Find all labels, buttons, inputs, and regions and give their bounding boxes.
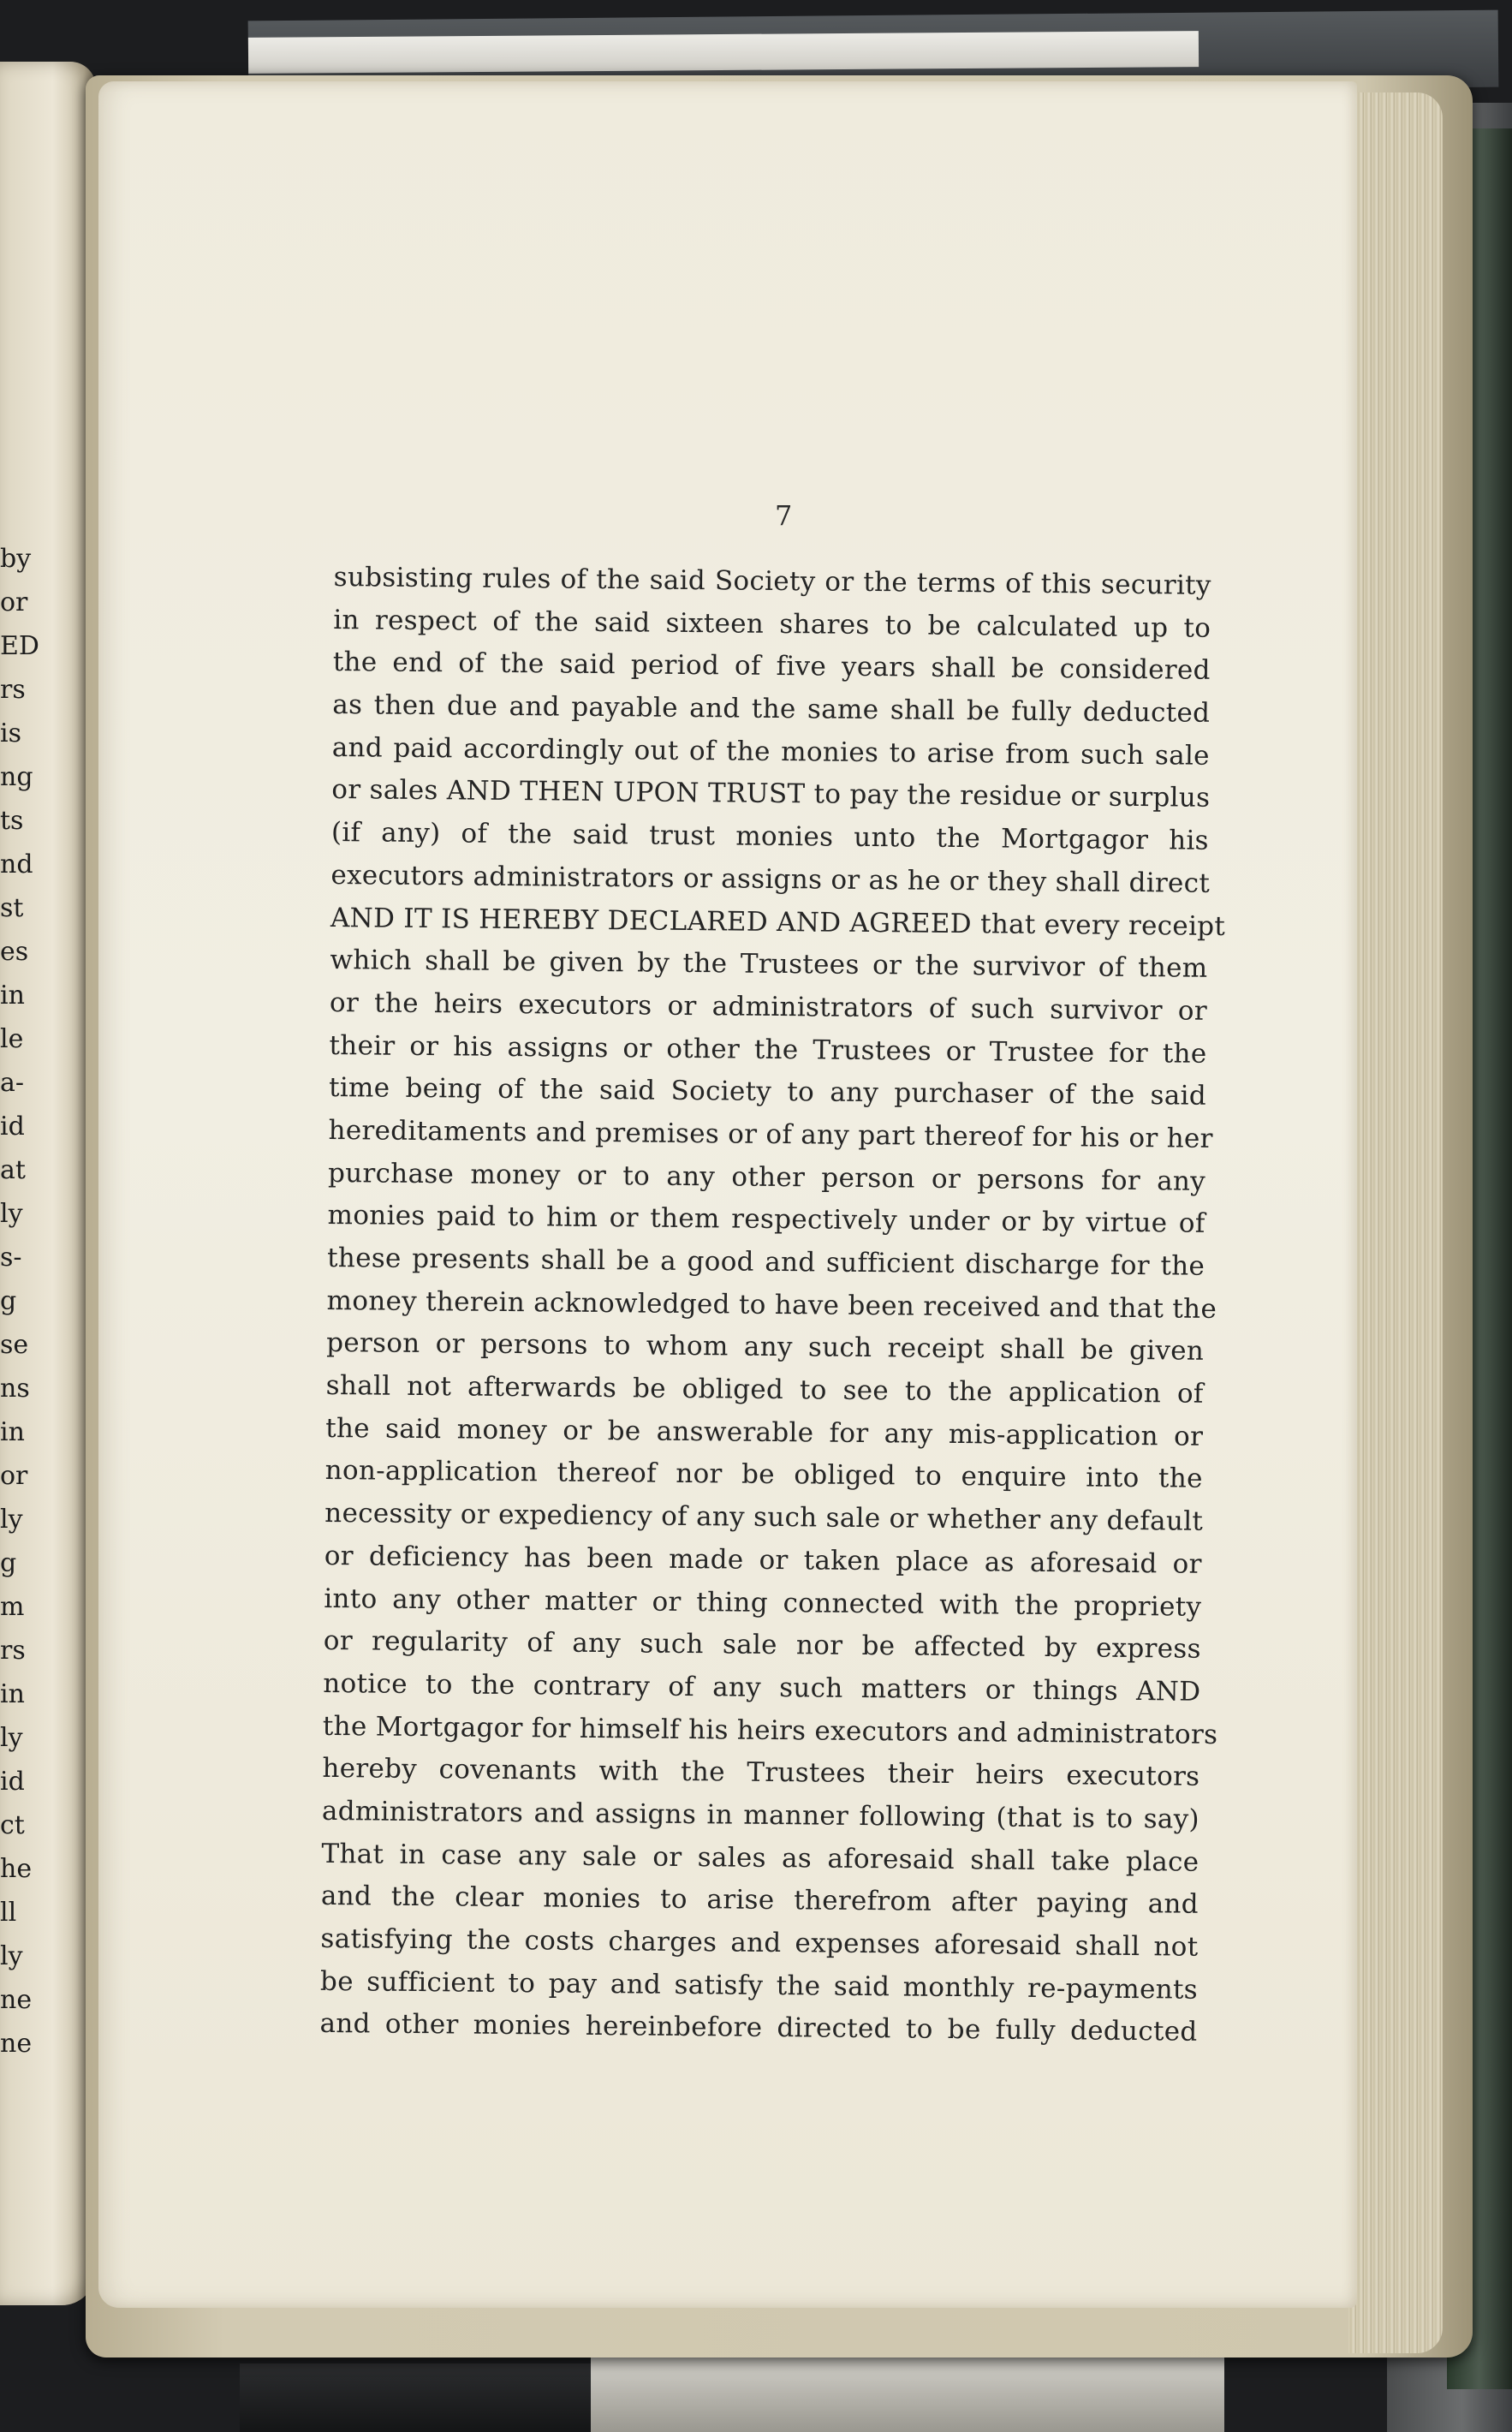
page-number: 7 — [775, 499, 793, 532]
left-page-fragment: g — [0, 1286, 17, 1316]
left-page-fragment: st — [0, 893, 24, 923]
text-line: or regularity of any such sale nor be affected by express — [323, 1625, 1201, 1665]
left-page-fragment: or — [0, 1461, 28, 1491]
text-line: subsisting rules of the said Society or the terms of this security — [333, 561, 1211, 601]
text-line: and paid accordingly out of the monies to arise from such sale — [331, 731, 1210, 772]
left-page-fragment: id — [0, 1767, 25, 1797]
left-page-fragment: ED — [0, 631, 39, 661]
left-page-fragment: m — [0, 1592, 25, 1622]
left-page-fragment: in — [0, 981, 25, 1010]
left-page-text-fragments — [0, 537, 39, 2065]
text-line: in respect of the said sixteen shares to be calculated up to — [333, 604, 1211, 644]
left-page-fragment: ns — [0, 1374, 30, 1404]
text-line: into any other matter or thing connected with the propriety — [324, 1583, 1202, 1623]
text-line: executors administrators or assigns or as he or they shall direct — [330, 859, 1211, 899]
left-page-fragment: rs — [0, 675, 26, 705]
text-line: That in case any sale or sales as aforesaid shall take place — [321, 1838, 1199, 1878]
text-line: person or persons to whom any such receipt shall be given — [326, 1327, 1205, 1368]
text-line: notice to the contrary of any such matters or things AND — [323, 1667, 1201, 1708]
bottom-paper-stack — [591, 2351, 1224, 2432]
document-page — [98, 81, 1357, 2308]
text-line: shall not afterwards be obliged to see to the application of — [325, 1370, 1204, 1410]
text-line: or the heirs executors or administrators of such survivor or — [329, 987, 1208, 1027]
left-page-fragment: at — [0, 1155, 26, 1185]
text-line: time being of the said Society to any purchaser of the said — [328, 1072, 1207, 1112]
left-page-fragment: se — [0, 1330, 29, 1360]
left-page-fragment: rs — [0, 1636, 26, 1666]
left-page-fragment: id — [0, 1112, 25, 1141]
left-page-fragment: in — [0, 1679, 25, 1709]
background-paper-edge — [248, 31, 1199, 74]
text-line: monies paid to him or them respectively under or by virtue of — [327, 1200, 1205, 1240]
text-line: (if any) of the said trust monies unto the Mortgagor his — [330, 817, 1210, 856]
text-line: money therein acknowledged to have been received and that the — [326, 1285, 1217, 1325]
left-page-edge — [0, 62, 96, 2305]
left-page-fragment: ts — [0, 806, 24, 836]
text-line: the end of the said period of five years shall be considered — [332, 647, 1211, 687]
text-line: hereditaments and premises or of any part thereof for his or her — [328, 1114, 1213, 1154]
left-page-fragment: a- — [0, 1068, 25, 1098]
left-page-fragment: le — [0, 1024, 24, 1054]
left-page-fragment: ly — [0, 1505, 23, 1535]
text-line: and other monies hereinbefore directed to be fully deducted — [319, 2008, 1198, 2048]
text-line: non-application thereof nor be obliged to enquire into the — [324, 1455, 1203, 1495]
text-line: the Mortgagor for himself his heirs executors and administrators — [322, 1710, 1218, 1750]
left-page-fragment: ne — [0, 1985, 33, 2015]
text-line: the said money or be answerable for any mis-application or — [325, 1412, 1204, 1452]
text-line: their or his assigns or other the Trustees or Trustee for the — [329, 1029, 1207, 1070]
text-line: purchase money or to any other person or persons for any — [327, 1157, 1206, 1197]
left-page-fragment: he — [0, 1854, 33, 1884]
page-fore-edge — [1348, 92, 1443, 2353]
left-page-fragment: nd — [0, 849, 33, 879]
text-line: AND IT IS HEREBY DECLARED AND AGREED that every receipt — [330, 902, 1226, 942]
body-text — [319, 557, 1226, 2054]
text-line: hereby covenants with the Trustees their heirs executors — [322, 1753, 1200, 1793]
left-page-fragment: ll — [0, 1898, 17, 1928]
text-line: which shall be given by the Trustees or the survivor of them — [330, 945, 1208, 985]
text-line: administrators and assigns in manner following (that is to say) — [321, 1795, 1200, 1835]
text-line: these presents shall be a good and sufficient discharge for the — [326, 1242, 1205, 1282]
text-line: or sales AND THEN UPON TRUST to pay the residue or surplus — [331, 774, 1211, 814]
text-line: be sufficient to pay and satisfy the said monthly re-payments — [319, 1965, 1199, 2006]
left-page-fragment: ly — [0, 1941, 23, 1971]
left-page-fragment: es — [0, 937, 29, 967]
bottom-shadow — [240, 2363, 599, 2432]
left-page-fragment: ng — [0, 762, 33, 792]
text-line: necessity or expediency of any such sale or whether any default — [324, 1498, 1204, 1537]
left-page-fragment: or — [0, 587, 28, 617]
left-page-fragment: ly — [0, 1723, 23, 1753]
text-line: and the clear monies to arise therefrom after paying and — [320, 1881, 1199, 1921]
left-page-fragment: ly — [0, 1199, 23, 1229]
left-page-fragment: ct — [0, 1810, 25, 1840]
text-line: satisfying the costs charges and expenses aforesaid shall not — [320, 1922, 1199, 1963]
text-line: as then due and payable and the same shall be fully deducted — [332, 689, 1211, 729]
left-page-fragment: ne — [0, 2029, 33, 2059]
left-page-fragment: is — [0, 718, 21, 748]
left-page-fragment: g — [0, 1548, 17, 1578]
left-page-fragment: by — [0, 544, 32, 574]
left-page-fragment: s- — [0, 1243, 22, 1273]
left-page-fragment: in — [0, 1417, 25, 1447]
text-line: or deficiency has been made or taken place as aforesaid or — [324, 1540, 1202, 1580]
